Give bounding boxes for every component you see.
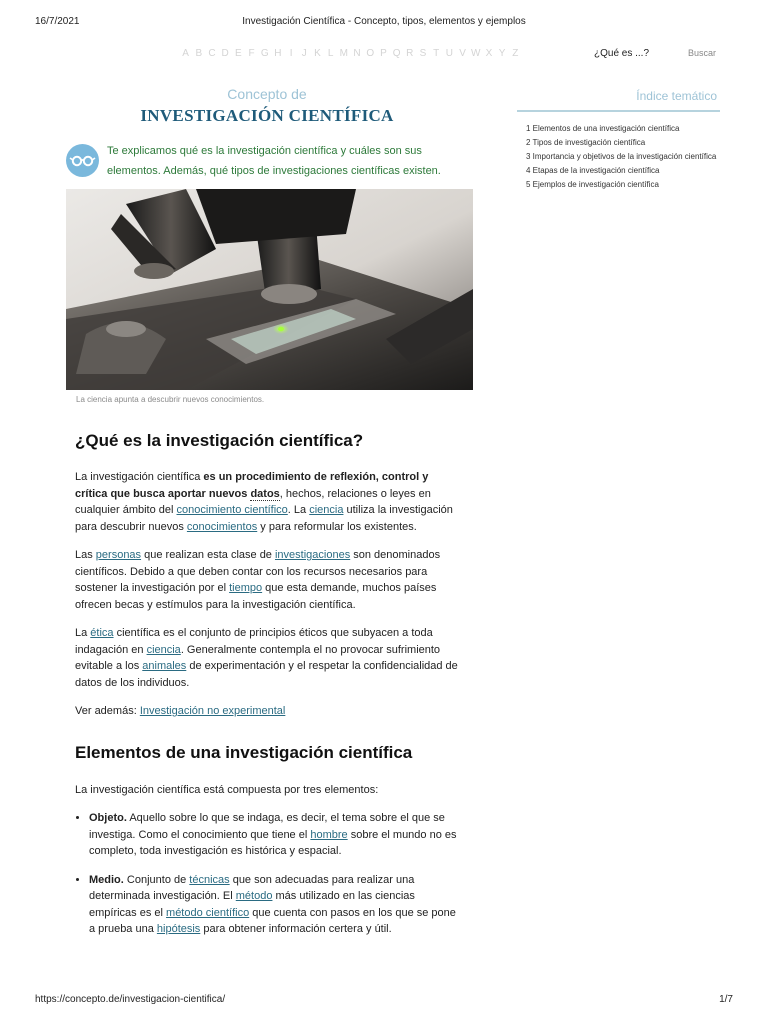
text: . La bbox=[287, 504, 310, 516]
alphabet-letter-l[interactable]: L bbox=[327, 48, 334, 59]
link-tiempo[interactable]: tiempo bbox=[229, 582, 263, 594]
toc-item-ejemplos[interactable]: 5 Ejemplos de investigación científica bbox=[526, 180, 659, 189]
toc-divider bbox=[517, 110, 720, 112]
link-tecnicas[interactable]: técnicas bbox=[189, 873, 230, 886]
elements-list bbox=[75, 810, 460, 938]
alphabet-letter-u[interactable]: U bbox=[445, 48, 453, 59]
article-body bbox=[75, 430, 460, 950]
heading-que-es: ¿Qué es la investigación científica? bbox=[75, 431, 364, 450]
toc-title: Índice temático bbox=[636, 89, 717, 103]
text: utiliza la investigación para descubrir nuevos bbox=[75, 504, 453, 533]
alphabet-letter-x[interactable]: X bbox=[485, 48, 493, 59]
text: Las bbox=[75, 549, 96, 561]
alphabet-letter-a[interactable]: A bbox=[182, 48, 189, 59]
microscope-image bbox=[66, 189, 473, 390]
toc-item-elementos[interactable]: 1 Elementos de una investigación científica bbox=[526, 124, 680, 133]
link-metodo-cientifico[interactable]: método científico bbox=[166, 906, 250, 919]
text: son denominados científicos. Debido a que deben contar con los recursos necesarios para sostener la investigación por el bbox=[75, 549, 441, 594]
alphabet-nav bbox=[179, 48, 522, 59]
text: sobre el mundo no es completo, toda investigación es histórica y espacial. bbox=[89, 828, 457, 857]
alphabet-letter-n[interactable]: N bbox=[353, 48, 361, 59]
toc-item-importancia[interactable]: 3 Importancia y objetivos de la investigación científica bbox=[526, 152, 717, 161]
text: que esta demande, muchos países ofrecen becas y estímulos para la investigación científica. bbox=[75, 582, 437, 611]
heading-elementos: Elementos de una investigación científica bbox=[75, 742, 413, 762]
list-item-objeto bbox=[89, 810, 460, 860]
concept-prefix: Concepto de bbox=[227, 86, 307, 102]
alphabet-letter-w[interactable]: W bbox=[470, 48, 481, 59]
link-ciencia[interactable]: ciencia bbox=[309, 504, 344, 516]
alphabet-letter-b[interactable]: B bbox=[195, 48, 203, 59]
glasses-icon bbox=[66, 144, 99, 177]
text: que cuenta con pasos en los que se pone a prueba una bbox=[89, 906, 456, 935]
paragraph-definition bbox=[75, 469, 460, 535]
alphabet-letter-p[interactable]: P bbox=[380, 48, 387, 59]
alphabet-letter-d[interactable]: D bbox=[221, 48, 229, 59]
toc-list bbox=[526, 124, 721, 194]
alphabet-letter-v[interactable]: V bbox=[459, 48, 466, 59]
alphabet-letter-z[interactable]: Z bbox=[512, 48, 519, 59]
alphabet-letter-g[interactable]: G bbox=[260, 48, 269, 59]
link-hipotesis[interactable]: hipótesis bbox=[156, 923, 201, 935]
text: y para reformular los existentes. bbox=[257, 520, 417, 533]
term-medio: Medio. bbox=[89, 873, 124, 886]
alphabet-letter-j[interactable]: J bbox=[301, 48, 307, 59]
text: La investigación científica bbox=[75, 471, 204, 483]
alphabet-letter-k[interactable]: K bbox=[314, 48, 321, 59]
alphabet-letter-r[interactable]: R bbox=[406, 48, 414, 59]
alphabet-letter-s[interactable]: S bbox=[419, 48, 427, 59]
link-personas[interactable]: personas bbox=[95, 549, 142, 561]
paragraph-elementos-intro: La investigación científica está compuesta por tres elementos: bbox=[75, 783, 379, 796]
see-also-label: Ver además: bbox=[75, 705, 140, 717]
text: científica es el conjunto de principios éticos que subyacen a toda indagación en bbox=[75, 627, 433, 656]
alphabet-letter-y[interactable]: Y bbox=[498, 48, 506, 59]
text: que realizan esta clase de bbox=[141, 549, 275, 561]
alphabet-letter-m[interactable]: M bbox=[339, 48, 349, 59]
paragraph-etica bbox=[75, 625, 460, 691]
toc-item-tipos[interactable]: 2 Tipos de investigación científica bbox=[526, 138, 646, 147]
print-url: https://concepto.de/investigacion-cientifica/ bbox=[35, 994, 226, 1005]
link-etica[interactable]: ética bbox=[90, 627, 114, 639]
image-caption: La ciencia apunta a descubrir nuevos conocimientos. bbox=[76, 395, 265, 404]
link-metodo[interactable]: método bbox=[235, 890, 273, 902]
alphabet-letter-q[interactable]: Q bbox=[392, 48, 401, 59]
print-page-number: 1/7 bbox=[719, 994, 733, 1005]
text: de experimentación y el respetar la confidencialidad de datos de los individuos. bbox=[75, 660, 458, 689]
text: . Generalmente contempla el no provocar sufrimiento evitable a los bbox=[75, 643, 441, 672]
text: que son adecuadas para realizar una determinada investigación. El bbox=[89, 873, 415, 902]
paragraph-cientificos bbox=[75, 547, 460, 613]
alphabet-letter-h[interactable]: H bbox=[274, 48, 282, 59]
text: , hechos, relaciones o leyes en cualquier ámbito del bbox=[75, 487, 431, 516]
print-title: Investigación Científica - Concepto, tipos, elementos y ejemplos bbox=[242, 16, 526, 27]
alphabet-letter-c[interactable]: C bbox=[208, 48, 216, 59]
see-also bbox=[75, 703, 460, 720]
text: Conjunto de bbox=[123, 873, 190, 886]
search-link[interactable]: Buscar bbox=[688, 48, 717, 58]
link-investigaciones[interactable]: investigaciones bbox=[274, 549, 351, 561]
alphabet-letter-t[interactable]: T bbox=[433, 48, 440, 59]
term-objeto: Objeto. bbox=[89, 812, 127, 824]
alphabet-letter-o[interactable]: O bbox=[366, 48, 375, 59]
page-title: INVESTIGACIÓN CIENTÍFICA bbox=[140, 106, 394, 125]
link-ciencia-2[interactable]: ciencia bbox=[146, 643, 181, 656]
bold-text: es un procedimiento de reflexión, control y crítica que busca aportar nuevos bbox=[75, 471, 429, 500]
que-es-menu[interactable]: ¿Qué es ...? bbox=[594, 48, 650, 59]
link-conocimiento-cientifico[interactable]: conocimiento científico bbox=[176, 504, 288, 516]
link-hombre[interactable]: hombre bbox=[310, 828, 348, 841]
text: más utilizado en las ciencias empíricas es el bbox=[89, 890, 415, 919]
alphabet-letter-e[interactable]: E bbox=[235, 48, 242, 59]
link-investigacion-no-experimental[interactable]: Investigación no experimental bbox=[139, 705, 286, 717]
intro-summary: Te explicamos qué es la investigación científica y cuáles son sus elementos. Además, qué tipos de investigaciones científicas existen. bbox=[107, 145, 441, 177]
text: La bbox=[75, 627, 91, 639]
text: Aquello sobre lo que se indaga, es decir, el tema sobre el que se investiga. Como el conocimiento que tiene el bbox=[89, 812, 445, 841]
link-animales[interactable]: animales bbox=[142, 660, 187, 672]
text: para obtener información certera y útil. bbox=[200, 923, 392, 935]
datos-term: datos bbox=[250, 487, 280, 500]
alphabet-letter-i[interactable]: I bbox=[289, 48, 293, 59]
toc-item-etapas[interactable]: 4 Etapas de la investigación científica bbox=[526, 166, 660, 175]
list-item-medio bbox=[89, 872, 460, 938]
link-conocimientos[interactable]: conocimientos bbox=[186, 520, 258, 533]
print-date: 16/7/2021 bbox=[35, 16, 80, 27]
alphabet-letter-f[interactable]: F bbox=[248, 48, 255, 59]
